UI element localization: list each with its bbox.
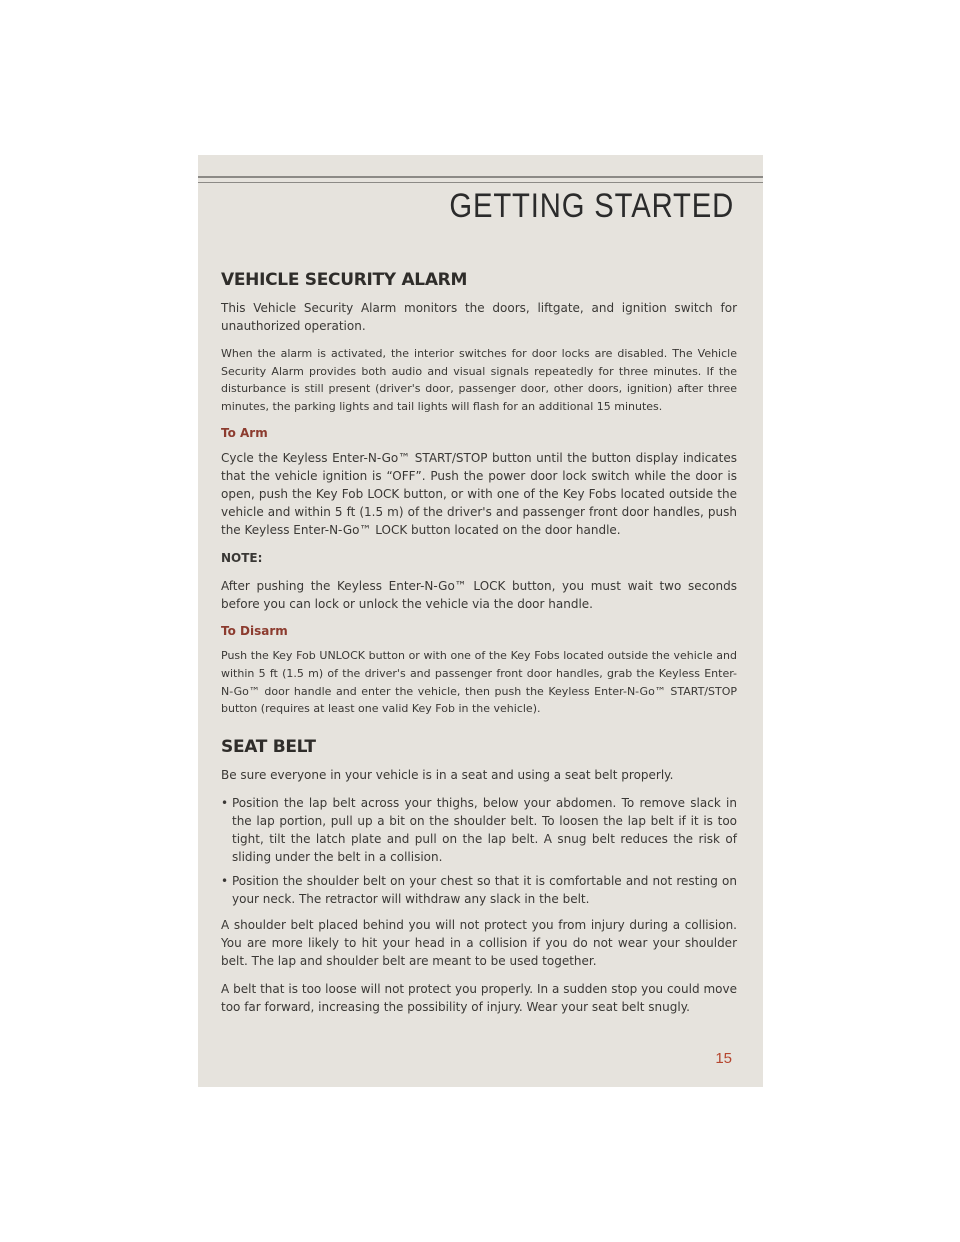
- bullet-text: Position the shoulder belt on your chest so that it is comfortable and not resting on your neck. The retractor will withdraw any slack in the belt.: [232, 873, 737, 906]
- security-alarm-activated-text: When the alarm is activated, the interior switches for door locks are disabled. The Vehicle Security Alarm provides both audio and visual signals repeatedly for three minutes. If the disturbance is still present (driver's door, passenger door, other doors, ignition) after three minutes, the parking lights and tail lights will flash for an additional 15 minutes.: [221, 347, 737, 413]
- note-label: NOTE:: [221, 551, 263, 566]
- bullet-mark: •: [221, 873, 229, 888]
- header-rule-bottom: [198, 182, 763, 183]
- seat-belt-intro: Be sure everyone in your vehicle is in a seat and using a seat belt properly.: [221, 767, 674, 782]
- security-alarm-intro: This Vehicle Security Alarm monitors the doors, liftgate, and ignition switch for unauthorized operation.: [221, 301, 737, 333]
- bullet-text: Position the lap belt across your thighs, below your abdomen. To remove slack in the lap portion, pull up a bit on the shoulder belt. To loosen the lap belt if it is too tight, tilt the latch plate and pull on the lap belt. A snug belt reduces the risk of sliding under the belt in a collision.: [232, 795, 737, 864]
- list-item: [221, 872, 737, 908]
- manual-page: [198, 155, 763, 1087]
- to-disarm-text: Push the Key Fob UNLOCK button or with one of the Key Fobs located outside the vehicle and within 5 ft (1.5 m) of the driver's and passenger front door handles, grab the Keyless Enter-N-Go™ door handle and enter the vehicle, then push the Keyless Enter-N-Go™ START/STOP button (requires at least one valid Key Fob in the vehicle).: [221, 649, 737, 716]
- shoulder-belt-text: A shoulder belt placed behind you will not protect you from injury during a collision. You are more likely to hit your head in a collision if you do not wear your shoulder belt. The lap and shoulder belt are meant to be used together.: [221, 917, 737, 968]
- section-header: GETTING STARTED: [449, 187, 734, 225]
- page-content: [221, 269, 737, 1026]
- to-arm-text: Cycle the Keyless Enter-N-Go™ START/STOP button until the button display indicates that the vehicle ignition is “OFF”. Push the power door lock switch while the door is open, push the Key Fob LOCK button, or with one of the Key Fobs located outside the vehicle and within 5 ft (1.5 m) of the driver's and passenger front door handles, push the Keyless Enter-N-Go™ LOCK button located on the door handle.: [221, 451, 737, 538]
- note-text: After pushing the Keyless Enter-N-Go™ LOCK button, you must wait two seconds before you can lock or unlock the vehicle via the door handle.: [221, 579, 737, 612]
- security-alarm-heading: VEHICLE SECURITY ALARM: [221, 270, 468, 290]
- to-arm-heading: To Arm: [221, 426, 268, 441]
- to-disarm-heading: To Disarm: [221, 624, 288, 639]
- loose-belt-text: A belt that is too loose will not protect you properly. In a sudden stop you could move too far forward, increasing the possibility of injury. Wear your seat belt snugly.: [221, 981, 737, 1014]
- header-rule-top: [198, 176, 763, 178]
- list-item: [221, 794, 737, 866]
- seat-belt-bullet-list: [221, 794, 737, 908]
- page-number: 15: [715, 1050, 732, 1067]
- seat-belt-heading: SEAT BELT: [221, 736, 316, 757]
- bullet-mark: •: [221, 795, 229, 810]
